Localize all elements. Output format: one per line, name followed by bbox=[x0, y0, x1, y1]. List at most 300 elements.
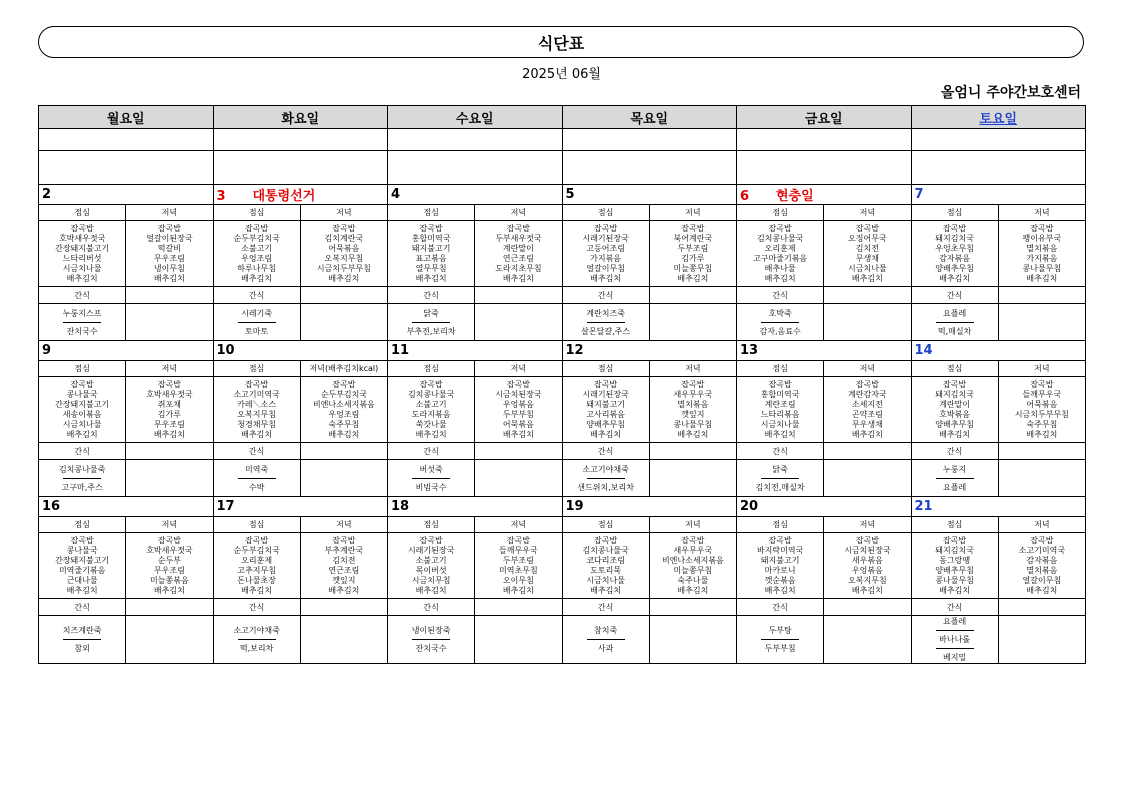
snack-row bbox=[39, 304, 1086, 341]
snack-label: 간식 bbox=[388, 443, 475, 460]
menu-item: 쥐포채 bbox=[157, 399, 181, 409]
menu-item: 시금치나물 bbox=[586, 575, 625, 585]
menu-item: 김가루 bbox=[681, 253, 705, 263]
menu-item: 배추김치 bbox=[590, 585, 622, 595]
snack-label: 간식 bbox=[39, 443, 126, 460]
dinner-menu bbox=[300, 221, 387, 287]
lunch-menu bbox=[911, 221, 998, 287]
menu-item: 잡곡밥 bbox=[506, 379, 530, 389]
dinner-label: 저녁 bbox=[649, 361, 736, 377]
snack-item: 요플레 bbox=[943, 482, 967, 492]
snack-label: 간식 bbox=[911, 443, 998, 460]
snack-item: 부추전,보리차 bbox=[406, 326, 456, 336]
menu-item: 배추김치 bbox=[66, 429, 98, 439]
holiday-label: 현충일 bbox=[776, 189, 814, 204]
menu-item: 배추김치 bbox=[851, 429, 883, 439]
snack-menu bbox=[737, 460, 824, 497]
menu-item: 고추지무침 bbox=[237, 565, 276, 575]
menu-item: 잡곡밥 bbox=[506, 535, 530, 545]
snack-menu bbox=[388, 616, 475, 664]
menu-item: 배추김치 bbox=[415, 585, 447, 595]
separator-line bbox=[238, 639, 276, 640]
menu-item: 배추김치 bbox=[851, 273, 883, 283]
snack-menu bbox=[911, 616, 998, 664]
menu-item: 두부조림 bbox=[502, 555, 534, 565]
day-cell bbox=[911, 497, 1086, 517]
dinner-menu bbox=[649, 221, 736, 287]
menu-item: 배추김치 bbox=[66, 273, 98, 283]
dinner-label: 저녁 bbox=[824, 517, 911, 533]
separator-line bbox=[936, 478, 974, 479]
menu-item: 멸치볶음 bbox=[677, 399, 709, 409]
menu-item: 배추김치 bbox=[153, 585, 185, 595]
separator-line bbox=[761, 639, 799, 640]
page-title: 식단표 bbox=[537, 33, 585, 53]
menu-item: 돼지김치국 bbox=[935, 233, 974, 243]
menu-item: 미늘쫑무침 bbox=[673, 263, 713, 273]
day-number-row bbox=[39, 341, 1086, 361]
snack-item: 김치전,매실차 bbox=[755, 482, 805, 492]
lunch-label: 점심 bbox=[39, 361, 126, 377]
separator-line bbox=[63, 639, 101, 640]
menu-item: 잡곡밥 bbox=[245, 379, 269, 389]
snack-label-row bbox=[39, 599, 1086, 616]
snack-label-blank bbox=[649, 287, 736, 304]
lunch-label: 점심 bbox=[562, 517, 649, 533]
snack-blank bbox=[126, 304, 213, 341]
menu-item: 콩나물국 bbox=[66, 545, 98, 555]
day-cell bbox=[911, 185, 1086, 205]
empty-cell bbox=[213, 129, 388, 151]
menu-item: 멸치볶음 bbox=[1026, 565, 1058, 575]
weekday-header: 금요일 bbox=[737, 106, 912, 129]
day-number: 18 bbox=[391, 499, 410, 514]
snack-label-blank bbox=[824, 599, 911, 616]
lunch-label: 점심 bbox=[39, 205, 126, 221]
menu-item: 숙주나물 bbox=[677, 575, 709, 585]
menu-item: 순두부 bbox=[157, 555, 181, 565]
menu-item: 우엉조림 bbox=[241, 253, 273, 263]
separator-line bbox=[587, 478, 625, 479]
menu-item: 도토리묵 bbox=[590, 565, 622, 575]
menu-item: 감자볶음 bbox=[1026, 555, 1058, 565]
menu-item: 양배추무침 bbox=[935, 419, 974, 429]
snack-label-row bbox=[39, 443, 1086, 460]
lunch-label: 점심 bbox=[911, 361, 998, 377]
menu-item: 잡곡밥 bbox=[855, 223, 879, 233]
menu-item: 잡곡밥 bbox=[70, 223, 94, 233]
meal-label-row bbox=[39, 517, 1086, 533]
snack-menu bbox=[562, 616, 649, 664]
dinner-label: 저녁 bbox=[998, 517, 1085, 533]
menu-item: 도라지볶음 bbox=[411, 409, 451, 419]
empty-cell bbox=[388, 151, 563, 185]
lunch-label: 점심 bbox=[562, 361, 649, 377]
menu-item: 잡곡밥 bbox=[332, 223, 356, 233]
snack-item: 떡,보리차 bbox=[239, 644, 274, 653]
menu-item: 오이무침 bbox=[502, 575, 534, 585]
menu-item: 잡곡밥 bbox=[332, 379, 356, 389]
menu-item: 들깨무우국 bbox=[499, 545, 538, 555]
lunch-label: 점심 bbox=[388, 361, 475, 377]
lunch-menu bbox=[213, 377, 300, 443]
menu-item: 카레＼소스 bbox=[237, 399, 277, 409]
lunch-label: 점심 bbox=[911, 517, 998, 533]
menu-item: 배추김치 bbox=[939, 429, 971, 439]
weekday-header: 화요일 bbox=[213, 106, 388, 129]
menu-item: 잡곡밥 bbox=[681, 379, 705, 389]
snack-label-blank bbox=[126, 443, 213, 460]
menu-item: 얼갈이무침 bbox=[586, 263, 625, 273]
day-number: 20 bbox=[740, 499, 759, 514]
menu-item: 어묵볶음 bbox=[502, 419, 534, 429]
snack-item: 냉이된장죽 bbox=[411, 626, 451, 635]
menu-item: 순두부김치국 bbox=[233, 545, 280, 555]
snack-label-blank bbox=[998, 443, 1085, 460]
menu-item: 고등어조림 bbox=[586, 243, 625, 253]
lunch-menu bbox=[562, 377, 649, 443]
dinner-label: 저녁 bbox=[475, 361, 562, 377]
menu-item: 시금치된장국 bbox=[844, 545, 891, 555]
menu-item: 돈나물초장 bbox=[237, 575, 276, 585]
menu-item: 마카로니 bbox=[764, 565, 796, 575]
empty-cell bbox=[562, 151, 737, 185]
snack-label-blank bbox=[126, 599, 213, 616]
menu-item: 시금치무침 bbox=[411, 575, 451, 585]
dinner-label: 저녁 bbox=[824, 205, 911, 221]
menu-item: 호박새우젓국 bbox=[58, 233, 106, 243]
menu-item: 쑥갓나물 bbox=[415, 419, 447, 429]
menu-item: 잡곡밥 bbox=[419, 535, 443, 545]
snack-label: 간식 bbox=[562, 287, 649, 304]
snack-menu bbox=[39, 616, 126, 664]
menu-item: 잡곡밥 bbox=[855, 535, 879, 545]
dinner-label: 저녁 bbox=[475, 517, 562, 533]
snack-item: 수박 bbox=[248, 482, 265, 492]
menu-item: 잡곡밥 bbox=[1030, 223, 1054, 233]
menu-item: 배추김치 bbox=[1026, 429, 1058, 439]
menu-item: 잡곡밥 bbox=[419, 379, 443, 389]
menu-item: 배추김치 bbox=[677, 273, 709, 283]
menu-item: 오리훈제 bbox=[241, 555, 273, 565]
day-cell bbox=[737, 497, 912, 517]
menu-item: 잡곡밥 bbox=[681, 535, 705, 545]
snack-row bbox=[39, 616, 1086, 664]
menu-item: 열무무침 bbox=[415, 263, 447, 273]
dinner-label: 저녁(배추김치kcal) bbox=[300, 361, 387, 377]
menu-item: 부추계란국 bbox=[324, 545, 364, 555]
snack-item: 소고기야채죽 bbox=[233, 626, 280, 635]
menu-item: 잡곡밥 bbox=[157, 535, 181, 545]
empty-cell bbox=[39, 151, 214, 185]
snack-blank bbox=[824, 460, 911, 497]
empty-row bbox=[39, 151, 1086, 185]
menu-item: 감자볶음 bbox=[939, 253, 971, 263]
menu-item: 콩나물국 bbox=[66, 389, 98, 399]
menu-item: 호박볶음 bbox=[939, 409, 971, 419]
meal-label-row bbox=[39, 205, 1086, 221]
menu-item: 잡곡밥 bbox=[768, 535, 792, 545]
menu-item: 김치전 bbox=[855, 243, 879, 253]
day-cell bbox=[911, 341, 1086, 361]
lunch-label: 점심 bbox=[213, 517, 300, 533]
dinner-menu bbox=[824, 221, 911, 287]
snack-label: 간식 bbox=[737, 443, 824, 460]
lunch-menu bbox=[737, 377, 824, 443]
date-label: 2025년 06월 bbox=[522, 67, 601, 82]
menu-item: 근대나물 bbox=[66, 575, 98, 585]
empty-cell bbox=[388, 129, 563, 151]
dinner-label: 저녁 bbox=[126, 361, 213, 377]
dinner-menu bbox=[649, 533, 736, 599]
menu-item: 김가루 bbox=[157, 409, 181, 419]
menu-item: 돼지김치국 bbox=[935, 389, 974, 399]
snack-label-blank bbox=[998, 599, 1085, 616]
dinner-menu bbox=[126, 221, 213, 287]
snack-item: 계란치즈죽 bbox=[586, 308, 625, 318]
menu-item: 돼지불고기 bbox=[586, 399, 625, 409]
snack-label-blank bbox=[300, 599, 387, 616]
snack-blank bbox=[300, 460, 387, 497]
snack-item: 시레기죽 bbox=[241, 308, 273, 318]
snack-label-blank bbox=[824, 287, 911, 304]
menu-item: 콩나물무침 bbox=[673, 419, 713, 429]
menu-item: 두부새우젓국 bbox=[495, 233, 542, 243]
separator-line bbox=[238, 478, 276, 479]
menu-item: 배추나물 bbox=[764, 263, 796, 273]
lunch-menu bbox=[388, 533, 475, 599]
menu-item: 두부부침 bbox=[502, 409, 534, 419]
menu-item: 떡갈비 bbox=[157, 243, 181, 253]
menu-item: 미늘쫑무침 bbox=[673, 565, 713, 575]
snack-item: 잔치국수 bbox=[66, 326, 98, 336]
menu-item: 느타리볶음 bbox=[760, 409, 800, 419]
lunch-label: 점심 bbox=[737, 517, 824, 533]
day-cell bbox=[737, 185, 912, 205]
menu-item: 소고기미역국 bbox=[1018, 545, 1066, 555]
menu-item: 잡곡밥 bbox=[943, 379, 967, 389]
separator-line bbox=[761, 322, 799, 323]
weekday-header: 월요일 bbox=[39, 106, 214, 129]
snack-label-blank bbox=[824, 443, 911, 460]
snack-item: 김치콩나물죽 bbox=[58, 464, 106, 474]
day-cell bbox=[562, 185, 737, 205]
menu-item: 배추김치 bbox=[590, 429, 622, 439]
menu-item: 배추김치 bbox=[1026, 273, 1058, 283]
snack-item: 미역죽 bbox=[245, 464, 269, 474]
snack-label: 간식 bbox=[213, 287, 300, 304]
snack-label-blank bbox=[998, 287, 1085, 304]
menu-item: 무우조림 bbox=[153, 253, 185, 263]
day-cell bbox=[213, 497, 388, 517]
lunch-label: 점심 bbox=[737, 205, 824, 221]
menu-item: 하루나무침 bbox=[237, 263, 276, 273]
snack-item: 소고기야채죽 bbox=[582, 464, 629, 474]
menu-item: 배추김치 bbox=[502, 429, 534, 439]
separator-line bbox=[761, 478, 799, 479]
lunch-menu bbox=[39, 221, 126, 287]
snack-row bbox=[39, 460, 1086, 497]
snack-item: 바나나롤 bbox=[939, 635, 971, 644]
menu-item: 가지볶음 bbox=[1026, 253, 1058, 263]
snack-label: 간식 bbox=[213, 599, 300, 616]
day-cell bbox=[388, 341, 563, 361]
separator-line bbox=[412, 639, 450, 640]
menu-item: 들깨무우국 bbox=[1022, 389, 1062, 399]
snack-item: 잔치국수 bbox=[415, 644, 447, 653]
snack-item: 요플레 bbox=[943, 308, 967, 318]
menu-item: 미역초무침 bbox=[499, 565, 538, 575]
snack-blank bbox=[300, 616, 387, 664]
menu-item: 소불고기 bbox=[241, 243, 273, 253]
menu-item: 시금치나물 bbox=[848, 263, 887, 273]
dinner-menu bbox=[649, 377, 736, 443]
menu-item: 돼지불고기 bbox=[411, 243, 451, 253]
menu-item: 시래기된장국 bbox=[582, 389, 629, 399]
snack-item: 떡,매실차 bbox=[937, 326, 972, 336]
snack-label: 간식 bbox=[911, 599, 998, 616]
menu-item: 코다리조림 bbox=[586, 555, 625, 565]
dinner-label: 저녁 bbox=[824, 361, 911, 377]
snack-item: 참치죽 bbox=[594, 626, 618, 635]
menu-item: 배추김치 bbox=[1026, 585, 1058, 595]
menu-item: 배추김치 bbox=[677, 585, 709, 595]
menu-item: 소고기미역국 bbox=[233, 389, 280, 399]
day-number: 6 bbox=[740, 189, 750, 204]
snack-item: 버섯죽 bbox=[419, 464, 443, 474]
dinner-label: 저녁 bbox=[126, 205, 213, 221]
lunch-label: 점심 bbox=[911, 205, 998, 221]
menu-item: 연근조림 bbox=[502, 253, 534, 263]
dinner-menu bbox=[998, 377, 1085, 443]
menu-item: 시금치두부무침 bbox=[316, 263, 371, 273]
empty-row bbox=[39, 129, 1086, 151]
snack-item: 감자,음료수 bbox=[759, 326, 801, 336]
menu-item: 잡곡밥 bbox=[157, 379, 181, 389]
menu-item: 잡곡밥 bbox=[332, 535, 356, 545]
snack-blank bbox=[475, 616, 562, 664]
lunch-menu bbox=[911, 377, 998, 443]
empty-cell bbox=[562, 129, 737, 151]
menu-item: 우엉볶음 bbox=[502, 399, 534, 409]
separator-line bbox=[936, 630, 974, 631]
menu-item: 홍합미역국 bbox=[760, 389, 800, 399]
menu-item: 바지락미역국 bbox=[756, 545, 804, 555]
dinner-label: 저녁 bbox=[300, 205, 387, 221]
menu-item: 잡곡밥 bbox=[594, 535, 618, 545]
snack-blank bbox=[998, 304, 1085, 341]
menu-item: 깻잎지 bbox=[332, 575, 356, 585]
snack-blank bbox=[824, 616, 911, 664]
empty-cell bbox=[911, 151, 1086, 185]
dinner-label: 저녁 bbox=[475, 205, 562, 221]
menu-item: 목이버섯 bbox=[415, 565, 447, 575]
snack-blank bbox=[649, 616, 736, 664]
dinner-label: 저녁 bbox=[998, 361, 1085, 377]
menu-item: 멸치볶음 bbox=[1026, 243, 1058, 253]
day-number: 11 bbox=[391, 343, 410, 358]
snack-label: 간식 bbox=[737, 599, 824, 616]
snack-blank bbox=[649, 460, 736, 497]
day-number: 3 bbox=[216, 189, 226, 204]
snack-menu bbox=[213, 616, 300, 664]
lunch-menu bbox=[388, 377, 475, 443]
menu-item: 얼갈이무침 bbox=[1022, 575, 1062, 585]
menu-item: 잡곡밥 bbox=[157, 223, 181, 233]
day-number: 13 bbox=[740, 343, 759, 358]
menu-item: 배추김치 bbox=[241, 273, 273, 283]
day-number-row bbox=[39, 185, 1086, 205]
menu-item: 연근조림 bbox=[328, 565, 360, 575]
menu-item: 간장돼지불고기 bbox=[55, 243, 110, 253]
snack-item: 닭죽 bbox=[772, 464, 788, 474]
dinner-label: 저녁 bbox=[300, 517, 387, 533]
menu-item: 시금치나물 bbox=[62, 263, 102, 273]
menu-item: 배추김치 bbox=[764, 429, 796, 439]
menu-item: 새우무우국 bbox=[673, 389, 713, 399]
weekday-header-row bbox=[39, 106, 1086, 129]
snack-label-blank bbox=[126, 287, 213, 304]
menu-item: 잡곡밥 bbox=[768, 379, 792, 389]
snack-label-blank bbox=[475, 287, 562, 304]
menu-item: 어묵볶음 bbox=[328, 243, 360, 253]
dinner-menu bbox=[300, 377, 387, 443]
snack-label: 간식 bbox=[388, 287, 475, 304]
separator-line bbox=[412, 322, 450, 323]
menu-item: 배추김치 bbox=[66, 585, 98, 595]
menu-item: 잡곡밥 bbox=[419, 223, 443, 233]
menu-item: 소세지전 bbox=[851, 399, 883, 409]
menu-item: 배추김치 bbox=[851, 585, 883, 595]
menu-item: 두부조림 bbox=[677, 243, 709, 253]
menu-item: 오징어무국 bbox=[848, 233, 887, 243]
menu-item: 간장돼지불고기 bbox=[55, 399, 110, 409]
dinner-menu bbox=[126, 533, 213, 599]
menu-item: 배추김치 bbox=[415, 273, 447, 283]
page-title-box bbox=[38, 26, 1084, 58]
day-cell bbox=[562, 341, 737, 361]
day-number: 16 bbox=[42, 499, 61, 514]
menu-item: 어묵볶음 bbox=[1026, 399, 1058, 409]
snack-label: 간식 bbox=[213, 443, 300, 460]
menu-item: 배추김치 bbox=[241, 585, 273, 595]
menu-item: 잡곡밥 bbox=[70, 535, 94, 545]
day-cell bbox=[388, 185, 563, 205]
menu-item: 새우볶음 bbox=[851, 555, 883, 565]
menu-item: 계란말이 bbox=[502, 243, 534, 253]
menu-item: 잡곡밥 bbox=[1030, 535, 1054, 545]
snack-item: 샌드위치,보리차 bbox=[577, 482, 634, 492]
day-cell bbox=[737, 341, 912, 361]
snack-item: 두부탕 bbox=[768, 626, 792, 635]
dinner-menu bbox=[300, 533, 387, 599]
menu-row bbox=[39, 221, 1086, 287]
lunch-menu bbox=[737, 533, 824, 599]
dinner-label: 저녁 bbox=[649, 205, 736, 221]
menu-item: 배추김치 bbox=[153, 429, 185, 439]
menu-item: 잡곡밥 bbox=[681, 223, 705, 233]
menu-item: 배추김치 bbox=[241, 429, 273, 439]
menu-item: 김치콩나물국 bbox=[407, 389, 455, 399]
menu-item: 고사리볶음 bbox=[586, 409, 625, 419]
snack-item: 토마토 bbox=[245, 326, 269, 336]
menu-item: 오복지무침 bbox=[324, 253, 364, 263]
snack-label: 간식 bbox=[39, 287, 126, 304]
menu-item: 순두부김치국 bbox=[320, 389, 368, 399]
menu-item: 배추김치 bbox=[153, 273, 185, 283]
lunch-menu bbox=[911, 533, 998, 599]
menu-item: 도라지초무침 bbox=[495, 263, 542, 273]
